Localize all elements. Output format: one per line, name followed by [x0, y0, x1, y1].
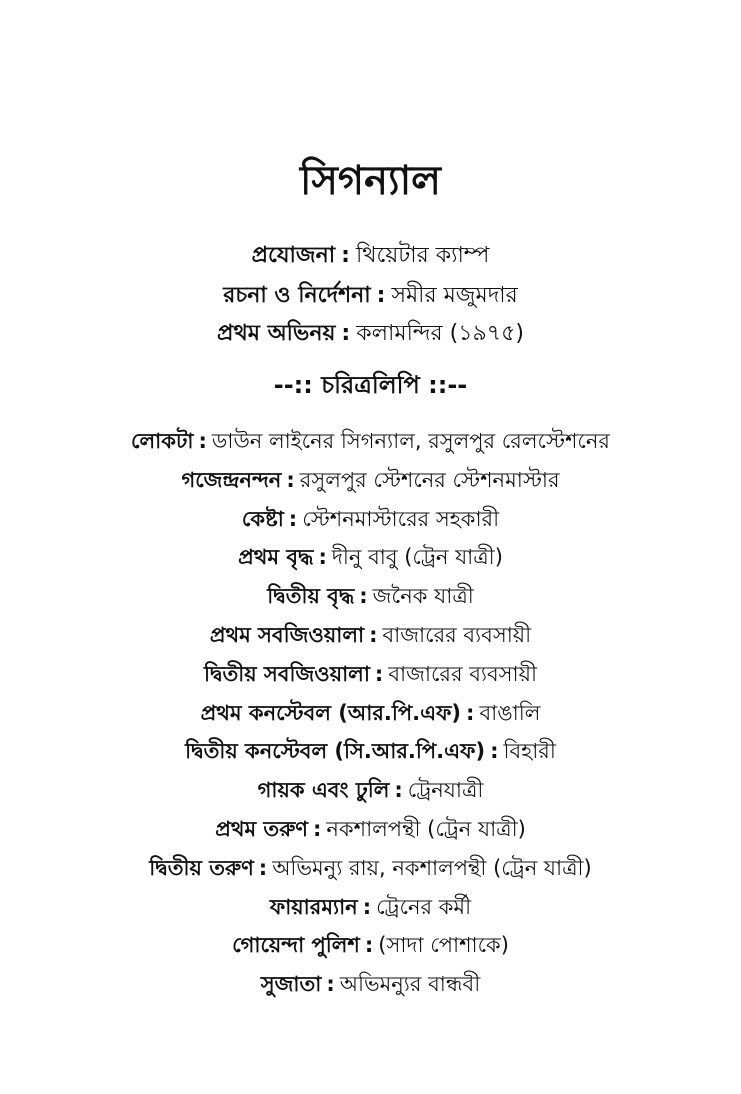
character-description: অভিমন্যুর বান্ধবী — [339, 972, 481, 997]
character-description: স্টেশনমাস্টারের সহকারী — [302, 506, 500, 531]
cast-row — [0, 422, 741, 461]
character-separator: : — [364, 933, 374, 958]
credit-writer-director — [0, 280, 741, 312]
play-title: সিগন্যাল — [300, 158, 441, 204]
credit-label: প্রথম অভিনয় — [217, 321, 336, 346]
cast-list-heading: --:: চরিত্রলিপি ::-- — [273, 371, 468, 399]
character-separator: : — [490, 739, 499, 764]
character-description: বাজারের ব্যবসায়ী — [388, 661, 538, 686]
character-description: (সাদা পোশাকে) — [378, 933, 509, 958]
credit-production — [0, 240, 741, 272]
character-separator: : — [369, 622, 378, 647]
character-description: ডাউন লাইনের সিগন্যাল, রসুলপুর রেলস্টেশনের — [211, 429, 610, 453]
character-name: গজেন্দ্রনন্দন — [181, 467, 282, 492]
character-name: দ্বিতীয় বৃদ্ধ — [267, 584, 355, 609]
character-separator: : — [258, 855, 268, 880]
character-separator: : — [374, 661, 384, 686]
credit-separator: : — [341, 243, 350, 268]
credit-value: সমীর মজুমদার — [391, 283, 518, 308]
character-separator: : — [313, 816, 322, 841]
cast-row — [0, 461, 741, 500]
character-separator: : — [198, 429, 207, 453]
credit-first-performance — [0, 318, 741, 350]
credit-value: থিয়েটার ক্যাম্প — [355, 243, 490, 268]
credit-label: রচনা ও নির্দেশনা — [223, 283, 371, 308]
character-separator: : — [362, 894, 372, 919]
character-name: প্রথম কনস্টেবল (আর.পি.এফ) — [200, 700, 462, 725]
character-name: দ্বিতীয় কনস্টেবল (সি.আর.পি.এফ) — [185, 739, 486, 764]
credit-value: কলামন্দির (১৯৭৫) — [356, 321, 524, 346]
character-name: গায়ক এবং ঢুলি — [257, 778, 390, 803]
character-description: নকশালপন্থী (ট্রেন যাত্রী) — [326, 816, 526, 841]
cast-row — [0, 888, 741, 927]
cast-row — [0, 732, 741, 771]
character-description: জনৈক যাত্রী — [372, 584, 474, 609]
character-description: দীনু বাবু (ট্রেন যাত্রী) — [331, 545, 503, 570]
character-description: ট্রেনের কর্মী — [376, 894, 472, 919]
cast-row — [0, 771, 741, 810]
character-description: রসুলপুর স্টেশনের স্টেশনমাস্টার — [299, 467, 560, 492]
character-description: বাঙালি — [479, 700, 541, 725]
character-separator: : — [466, 700, 475, 725]
character-name: প্রথম তরুণ — [215, 816, 309, 841]
credit-label: প্রযোজনা — [251, 243, 336, 268]
character-name: সুজাতা — [260, 972, 322, 997]
character-description: ট্রেনযাত্রী — [407, 778, 484, 803]
cast-row — [0, 577, 741, 616]
character-separator: : — [326, 972, 335, 997]
character-separator: : — [359, 584, 368, 609]
character-description: বাজারের ব্যবসায়ী — [382, 622, 532, 647]
cast-row — [0, 538, 741, 577]
character-name: দ্বিতীয় তরুণ — [149, 855, 254, 880]
character-separator: : — [318, 545, 327, 570]
character-separator: : — [288, 506, 298, 531]
cast-row — [0, 616, 741, 655]
character-name: দ্বিতীয় সবজিওয়ালা — [203, 661, 370, 686]
character-name: প্রথম সবজিওয়ালা — [209, 622, 365, 647]
cast-list — [0, 422, 741, 1004]
credit-separator: : — [341, 321, 351, 346]
cast-row — [0, 810, 741, 849]
character-separator: : — [286, 467, 295, 492]
character-name: গোয়েন্দা পুলিশ — [232, 933, 360, 958]
cast-row — [0, 500, 741, 539]
character-description: বিহারী — [503, 739, 556, 764]
character-description: অভিমন্যু রায়, নকশালপন্থী (ট্রেন যাত্রী) — [272, 855, 592, 880]
character-name: ফায়ারম্যান — [269, 894, 358, 919]
character-name: লোকটা — [131, 429, 194, 453]
cast-row — [0, 694, 741, 733]
cast-row — [0, 926, 741, 965]
cast-row — [0, 965, 741, 1004]
credit-separator: : — [376, 283, 386, 308]
cast-row — [0, 849, 741, 888]
character-separator: : — [394, 778, 403, 803]
character-name: কেষ্টা — [241, 506, 284, 531]
character-name: প্রথম বৃদ্ধ — [238, 545, 314, 570]
cast-row — [0, 655, 741, 694]
